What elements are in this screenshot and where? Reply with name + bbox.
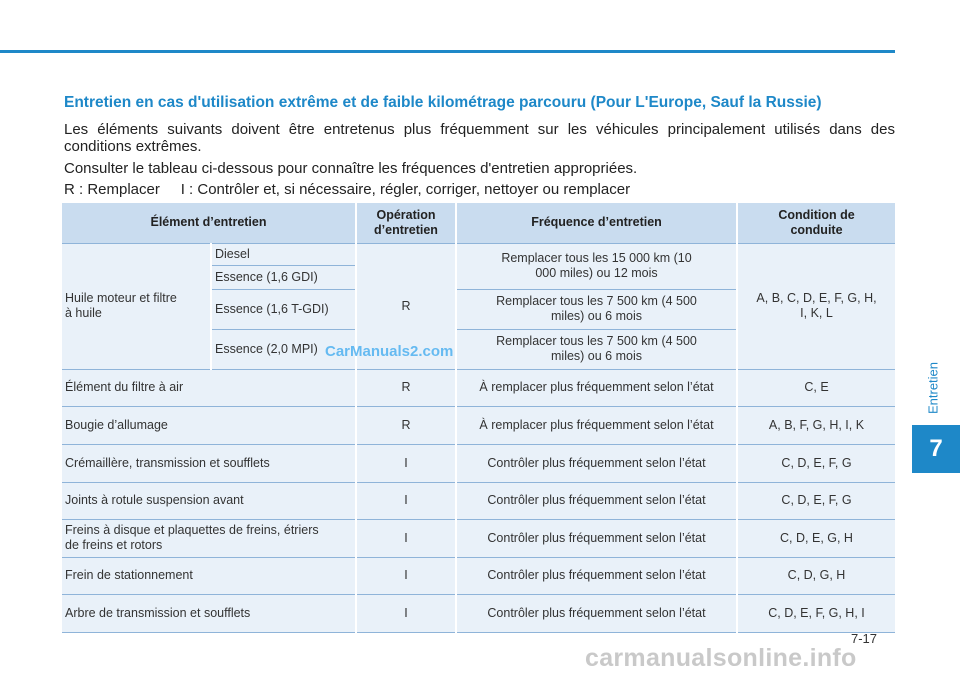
chapter-tab[interactable]: 7 xyxy=(912,425,960,473)
row-item: Arbre de transmission et soufflets xyxy=(62,594,356,632)
consult-paragraph: Consulter le tableau ci-dessous pour connaître les fréquences d'entretien appropriées. xyxy=(64,160,638,177)
row-condition: C, E xyxy=(737,369,895,406)
oil-subitem-diesel: Diesel xyxy=(211,243,356,265)
table-row xyxy=(62,444,895,482)
table-header-row xyxy=(62,203,895,243)
row-frequency: Contrôler plus fréquemment selon l’état xyxy=(456,519,737,557)
row-frequency: À remplacer plus fréquemment selon l’état xyxy=(456,369,737,406)
oil-subitem-essence-mpi: Essence (2,0 MPI) xyxy=(211,329,356,369)
page-number: 7-17 xyxy=(851,631,878,646)
row-item: Bougie d’allumage xyxy=(62,406,356,444)
row-frequency: À remplacer plus fréquemment selon l’état xyxy=(456,406,737,444)
row-frequency: Contrôler plus fréquemment selon l’état xyxy=(456,482,737,519)
top-rule xyxy=(0,50,895,53)
row-condition: C, D, E, F, G, H, I xyxy=(737,594,895,632)
chapter-label: Entretien xyxy=(925,361,941,415)
intro-paragraph: Les éléments suivants doivent être entretenus plus fréquemment sur les véhicules principalement utilisés dans des conditions extrêmes. xyxy=(64,121,895,155)
row-operation: R xyxy=(356,369,456,406)
row-item: Joints à rotule suspension avant xyxy=(62,482,356,519)
oil-frequency-3: Remplacer tous les 7 500 km (4 500 miles) ou 6 mois xyxy=(456,329,737,369)
legend-text: R : Remplacer I : Contrôler et, si nécessaire, régler, corriger, nettoyer ou remplacer xyxy=(64,181,631,198)
oil-operation: R xyxy=(356,243,456,369)
row-frequency: Contrôler plus fréquemment selon l’état xyxy=(456,444,737,482)
row-operation: I xyxy=(356,482,456,519)
table-row xyxy=(62,557,895,594)
row-item: Freins à disque et plaquettes de freins, étriers de freins et rotors xyxy=(62,519,356,557)
footer-watermark: carmanualsonline.info xyxy=(585,644,857,672)
row-item: Élément du filtre à air xyxy=(62,369,356,406)
row-condition: C, D, E, G, H xyxy=(737,519,895,557)
table-row xyxy=(62,369,895,406)
maintenance-table xyxy=(62,203,895,633)
header-frequency: Fréquence d’entretien xyxy=(456,203,737,243)
oil-frequency-1: Remplacer tous les 15 000 km (10 000 miles) ou 12 mois xyxy=(456,243,737,289)
oil-subitem-essence-gdi: Essence (1,6 GDI) xyxy=(211,265,356,289)
row-frequency: Contrôler plus fréquemment selon l’état xyxy=(456,557,737,594)
row-operation: I xyxy=(356,594,456,632)
row-operation: I xyxy=(356,519,456,557)
table-row xyxy=(62,519,895,557)
inline-watermark: CarManuals2.com xyxy=(325,343,454,360)
row-condition: A, B, F, G, H, I, K xyxy=(737,406,895,444)
table-row xyxy=(62,243,895,265)
header-operation: Opération d’entretien xyxy=(356,203,456,243)
row-operation: I xyxy=(356,444,456,482)
row-operation: I xyxy=(356,557,456,594)
row-item: Crémaillère, transmission et soufflets xyxy=(62,444,356,482)
table-row xyxy=(62,482,895,519)
oil-subitem-essence-tgdi: Essence (1,6 T-GDI) xyxy=(211,289,356,329)
header-item: Élément d’entretien xyxy=(62,203,356,243)
row-item: Frein de stationnement xyxy=(62,557,356,594)
row-condition: C, D, E, F, G xyxy=(737,444,895,482)
row-frequency: Contrôler plus fréquemment selon l’état xyxy=(456,594,737,632)
oil-condition: A, B, C, D, E, F, G, H, I, K, L xyxy=(737,243,895,369)
row-condition: C, D, G, H xyxy=(737,557,895,594)
legend-paragraph xyxy=(64,181,895,198)
row-operation: R xyxy=(356,406,456,444)
oil-item-cell: Huile moteur et filtre à huile xyxy=(62,243,211,369)
table-row xyxy=(62,406,895,444)
table-row xyxy=(62,594,895,632)
header-condition: Condition de conduite xyxy=(737,203,895,243)
oil-frequency-2: Remplacer tous les 7 500 km (4 500 miles) ou 6 mois xyxy=(456,289,737,329)
section-title: Entretien en cas d'utilisation extrême et de faible kilométrage parcouru (Pour L'Europe, Sauf la Russie) xyxy=(64,94,822,111)
row-condition: C, D, E, F, G xyxy=(737,482,895,519)
